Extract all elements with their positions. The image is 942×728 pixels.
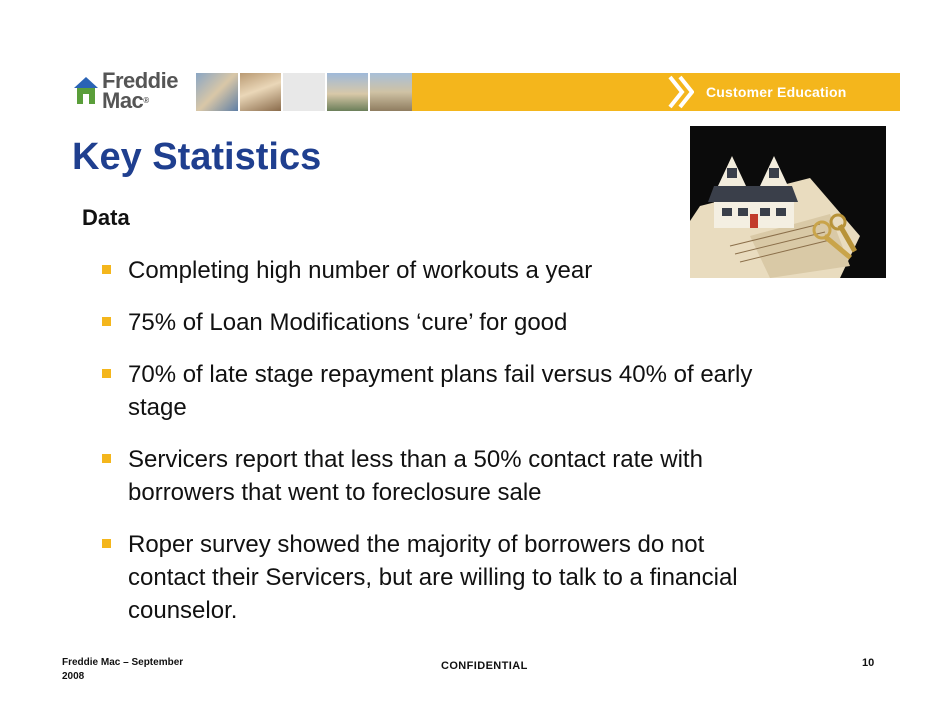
photo-people (196, 73, 238, 111)
footer-confidential: CONFIDENTIAL (441, 660, 528, 672)
logo-word-mac: Mac® (102, 88, 149, 113)
slide-title: Key Statistics (72, 136, 322, 178)
photo-building (370, 73, 412, 111)
logo-word-freddie: Freddie (102, 68, 178, 93)
list-item: Roper survey showed the majority of borrowers do not contact their Servicers, but are willing to talk to a financial counselor. (102, 528, 782, 627)
list-item: 70% of late stage repayment plans fail versus 40% of early stage (102, 358, 782, 424)
bullet-square-icon (102, 454, 111, 463)
bullet-square-icon (102, 369, 111, 378)
bullet-square-icon (102, 265, 111, 274)
list-item: 75% of Loan Modifications ‘cure’ for good (102, 306, 782, 339)
bullet-list (102, 254, 782, 646)
bullet-square-icon (102, 317, 111, 326)
header-photo-strip (196, 73, 412, 111)
photo-blank (283, 73, 325, 111)
list-item: Completing high number of workouts a year (102, 254, 782, 287)
house-logo-icon (72, 74, 100, 106)
bullet-square-icon (102, 539, 111, 548)
photo-house (327, 73, 369, 111)
house-contract-image (690, 126, 886, 278)
page-number: 10 (862, 657, 875, 669)
slide-subtitle: Data (82, 205, 130, 230)
banner-title: Customer Education (706, 84, 847, 100)
freddie-mac-logo (72, 70, 184, 112)
footer-date: Freddie Mac – September 2008 (62, 657, 184, 682)
chevron-right-icon (666, 73, 694, 111)
house-keys-illustration (690, 126, 886, 278)
list-item: Servicers report that less than a 50% contact rate with borrowers that went to foreclosure sale (102, 443, 782, 509)
photo-family (240, 73, 282, 111)
